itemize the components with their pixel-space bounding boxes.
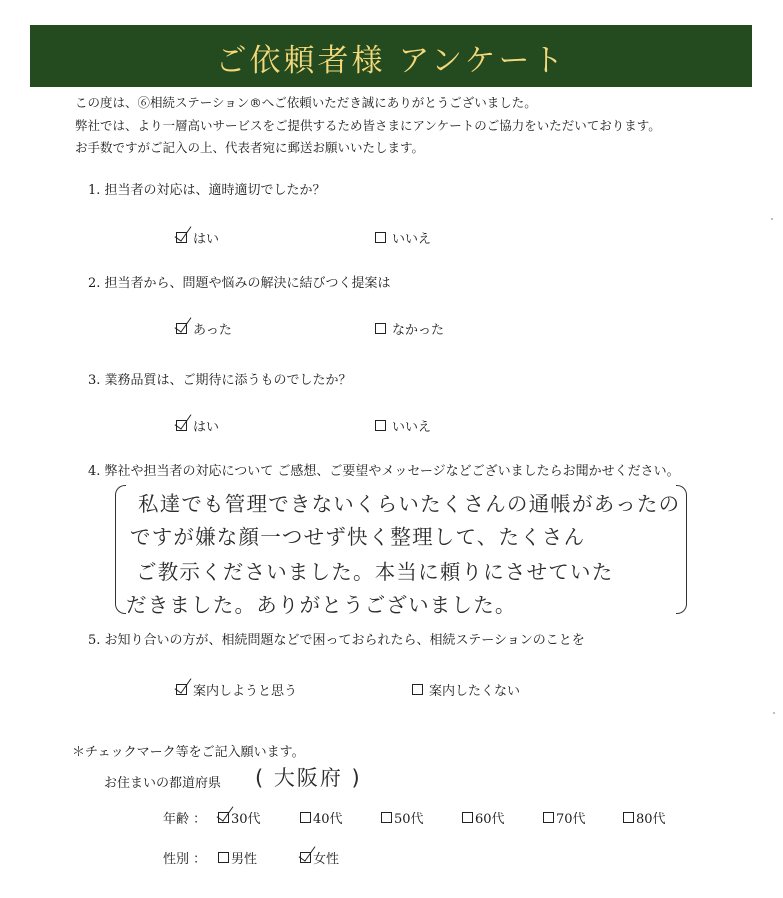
q1-option-no[interactable] (375, 228, 431, 247)
checkbox[interactable] (381, 812, 392, 823)
intro-line: お手数ですがご記入の上、代表者宛に郵送お願いいたします。 (75, 140, 425, 155)
option-label: はい (193, 232, 220, 247)
checkbox[interactable] (412, 684, 423, 695)
checkbox-checked[interactable] (176, 323, 187, 334)
option-label: はい (193, 420, 220, 435)
checkbox[interactable] (218, 852, 229, 863)
checkbox[interactable] (543, 812, 554, 823)
question-3: 3. 業務品質は、ご期待に添うものでしたか？ (88, 373, 352, 388)
q3-option-no[interactable] (375, 416, 431, 435)
option-label: 30代 (231, 812, 261, 827)
option-label: 案内したくない (429, 684, 521, 699)
gender-option-male[interactable] (218, 848, 257, 867)
checkbox[interactable] (375, 420, 386, 431)
option-label: 男性 (231, 852, 258, 867)
option-label: 50代 (394, 812, 424, 827)
option-label: 80代 (636, 812, 666, 827)
q2-option-no[interactable] (375, 319, 444, 338)
checkbox-checked[interactable] (176, 420, 187, 431)
comment-line: 私達でも管理できないくらいたくさんの通帳があったの (138, 492, 681, 516)
option-label: 70代 (556, 812, 586, 827)
prefecture-value[interactable]: ( 大阪府 ) (255, 766, 362, 790)
option-label: あった (193, 323, 232, 338)
age-option-80s[interactable] (623, 808, 666, 827)
age-option-60s[interactable] (462, 808, 505, 827)
checkbox[interactable] (300, 812, 311, 823)
checkbox[interactable] (462, 812, 473, 823)
comment-line: ですが嫌な顔一つせず快く整理して、たくさん (130, 525, 586, 549)
checkbox-checked[interactable] (300, 852, 311, 863)
option-label: 60代 (475, 812, 505, 827)
gender-option-female[interactable] (300, 848, 339, 867)
bracket-left (115, 485, 126, 614)
gender-label: 性別 ： (163, 852, 207, 867)
checkbox[interactable] (375, 323, 386, 334)
q5-option-yes[interactable] (176, 680, 297, 699)
option-label: いいえ (392, 232, 432, 247)
intro-line: この度は、➅相続ステーション®へご依頼いただき誠にありがとうございました。 (75, 95, 537, 110)
option-label: いいえ (392, 420, 432, 435)
q5-option-no[interactable] (412, 680, 520, 699)
checkbox[interactable] (623, 812, 634, 823)
scan-speck (771, 218, 773, 220)
instruction-note: ＊チェックマーク等をご記入願います。 (72, 745, 305, 760)
checkbox-checked[interactable] (176, 684, 187, 695)
question-4: 4. 弊社や担当者の対応について ご感想、ご要望やメッセージなどございましたらお聞かせください。 (88, 464, 680, 479)
question-1: 1. 担当者の対応は、適時適切でしたか？ (88, 183, 326, 198)
comment-line: ご教示くださいました。本当に頼りにさせていた (136, 560, 614, 584)
survey-header (30, 25, 752, 87)
q3-option-yes[interactable] (176, 416, 219, 435)
option-label: 案内しようと思う (193, 684, 298, 699)
option-label: 女性 (313, 852, 340, 867)
survey-title: ご依頼者様 アンケート (215, 43, 567, 79)
q2-option-yes[interactable] (176, 319, 232, 338)
scan-speck (773, 712, 775, 714)
age-option-50s[interactable] (381, 808, 424, 827)
age-option-70s[interactable] (543, 808, 586, 827)
checkbox-checked[interactable] (176, 232, 187, 243)
prefecture-label: お住まいの都道府県 (104, 776, 222, 791)
checkbox[interactable] (375, 232, 386, 243)
age-label: 年齢 ： (163, 812, 207, 827)
intro-text (75, 92, 661, 160)
q1-option-yes[interactable] (176, 228, 219, 247)
age-option-40s[interactable] (300, 808, 343, 827)
checkbox-checked[interactable] (218, 812, 229, 823)
option-label: 40代 (313, 812, 343, 827)
comment-line: だきました。ありがとうございました。 (126, 593, 517, 617)
option-label: なかった (392, 323, 445, 338)
question-2: 2. 担当者から、問題や悩みの解決に結びつく提案は (88, 276, 391, 291)
intro-line: 弊社では、より一層高いサービスをご提供するため皆さまにアンケートのご協力をいただいております。 (75, 117, 661, 133)
age-option-30s[interactable] (218, 808, 261, 827)
question-5: 5. お知り合いの方が、相続問題などで困っておられたら、相続ステーションのことを (88, 633, 585, 648)
